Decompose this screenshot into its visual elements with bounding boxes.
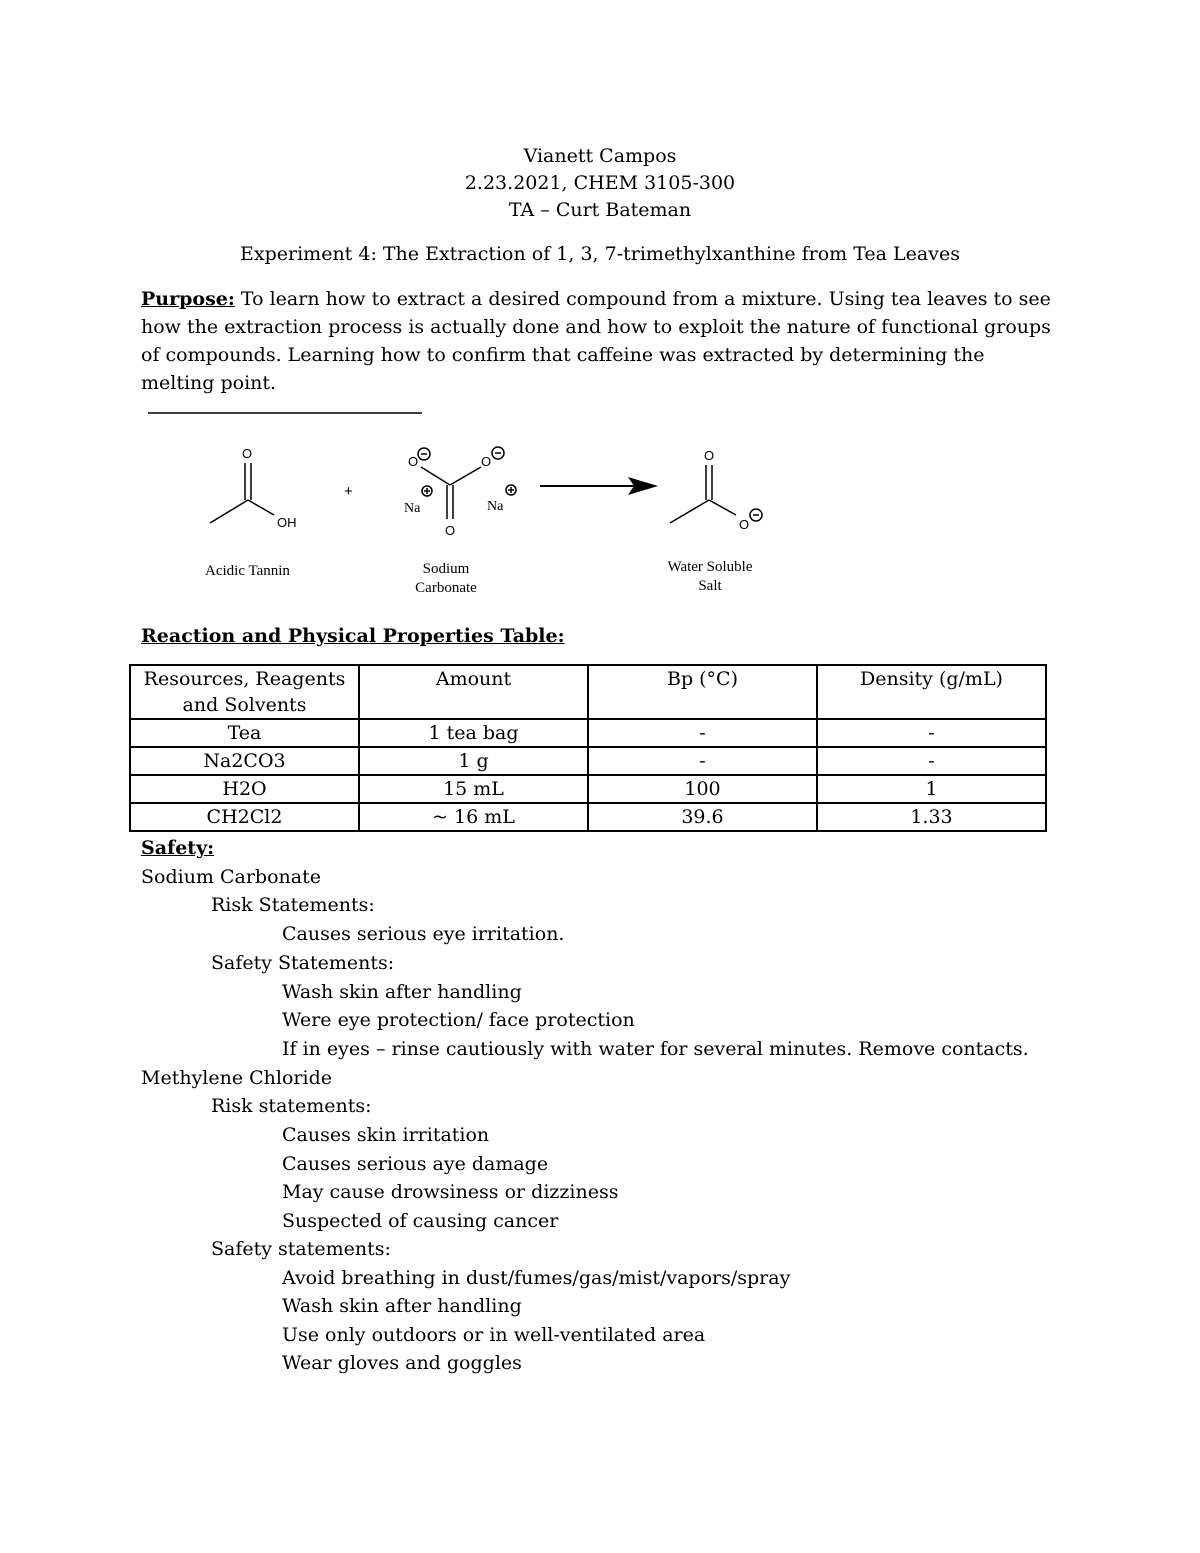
table-cell: 1	[817, 775, 1046, 803]
table-row	[130, 719, 1046, 747]
label-salt: Salt	[698, 578, 722, 594]
risk-statement: May cause drowsiness or dizziness	[282, 1181, 619, 1203]
table-cell: 39.6	[588, 803, 817, 831]
safety-statement: Wash skin after handling	[282, 1295, 522, 1317]
risk-statement: Causes serious aye damage	[282, 1153, 549, 1175]
table-cell: -	[588, 719, 817, 747]
table-row	[130, 747, 1046, 775]
plus-sign: +	[344, 483, 353, 500]
reaction-arrow	[540, 477, 658, 495]
table-cell: ~ 16 mL	[359, 803, 588, 831]
atom-na-1: Na	[404, 501, 421, 516]
table-row	[130, 803, 1046, 831]
label-acidic-tannin: Acidic Tannin	[205, 563, 290, 579]
label-carbonate: Carbonate	[415, 580, 477, 596]
atom-o-6: O	[739, 517, 750, 532]
table-cell: -	[817, 719, 1046, 747]
table-cell: 100	[588, 775, 817, 803]
risk-statement: Causes serious eye irritation.	[282, 923, 565, 945]
safety-statements-label: Safety statements:	[211, 1238, 391, 1260]
safety-statement: Avoid breathing in dust/fumes/gas/mist/vapors/spray	[282, 1267, 791, 1289]
chemical-name-methylene-chloride: Methylene Chloride	[141, 1067, 333, 1089]
label-water-soluble: Water Soluble	[667, 559, 753, 575]
safety-statement: Were eye protection/ face protection	[282, 1009, 635, 1031]
atom-o-2: O	[408, 454, 419, 469]
table-cell: H2O	[130, 775, 359, 803]
purpose-paragraph	[141, 285, 1061, 397]
safety-statement: If in eyes – rinse cautiously with water for several minutes. Remove contacts.	[282, 1038, 1029, 1060]
risk-statement: Suspected of causing cancer	[282, 1210, 559, 1232]
atom-o-5: O	[704, 448, 715, 463]
acidic-tannin-structure	[210, 463, 274, 523]
safety-heading: Safety:	[141, 837, 215, 859]
date-course: 2.23.2021, CHEM 3105-300	[464, 172, 736, 194]
table-cell: -	[817, 747, 1046, 775]
atom-o-1: O	[242, 446, 253, 461]
purpose-label: Purpose:	[141, 288, 235, 310]
purpose-text: To learn how to extract a desired compound from a mixture. Using tea leaves to see how the extraction process is actually done and how to exploit the nature of functional groups of compounds. Learning how to confirm that caffeine was extracted by determining the melting point.	[141, 288, 1051, 394]
ta-name: TA – Curt Bateman	[508, 199, 692, 221]
table-row	[130, 775, 1046, 803]
reaction-scheme	[140, 405, 800, 605]
table-cell: 1.33	[817, 803, 1046, 831]
table-cell: Na2CO3	[130, 747, 359, 775]
atom-o-4: O	[445, 523, 456, 538]
label-sodium: Sodium	[422, 561, 470, 577]
water-soluble-salt-structure	[670, 465, 762, 523]
experiment-title: Experiment 4: The Extraction of 1, 3, 7-trimethylxanthine from Tea Leaves	[240, 243, 960, 265]
table-cell: CH2Cl2	[130, 803, 359, 831]
table-header-row	[130, 665, 1046, 719]
safety-statement: Wear gloves and goggles	[282, 1352, 522, 1374]
safety-statement: Use only outdoors or in well-ventilated area	[282, 1324, 706, 1346]
chemical-name-sodium-carbonate: Sodium Carbonate	[141, 866, 321, 888]
safety-statement: Wash skin after handling	[282, 981, 522, 1003]
table-cell: 1 tea bag	[359, 719, 588, 747]
properties-table	[129, 664, 1047, 832]
atom-na-2: Na	[487, 499, 504, 514]
risk-statement: Causes skin irritation	[282, 1124, 490, 1146]
atom-oh: OH	[277, 515, 297, 530]
safety-statements-label: Safety Statements:	[211, 952, 395, 974]
table-cell: 15 mL	[359, 775, 588, 803]
table-header-cell: Bp (°C)	[588, 665, 817, 719]
table-cell: 1 g	[359, 747, 588, 775]
risk-statements-label: Risk statements:	[211, 1095, 372, 1117]
table-heading: Reaction and Physical Properties Table:	[141, 625, 565, 647]
author-name: Vianett Campos	[523, 145, 677, 167]
table-cell: Tea	[130, 719, 359, 747]
atom-o-3: O	[481, 454, 492, 469]
table-header-cell: Resources, Reagents and Solvents	[130, 665, 359, 719]
table-cell: -	[588, 747, 817, 775]
table-header-cell: Density (g/mL)	[817, 665, 1046, 719]
risk-statements-label: Risk Statements:	[211, 894, 375, 916]
table-header-cell: Amount	[359, 665, 588, 719]
